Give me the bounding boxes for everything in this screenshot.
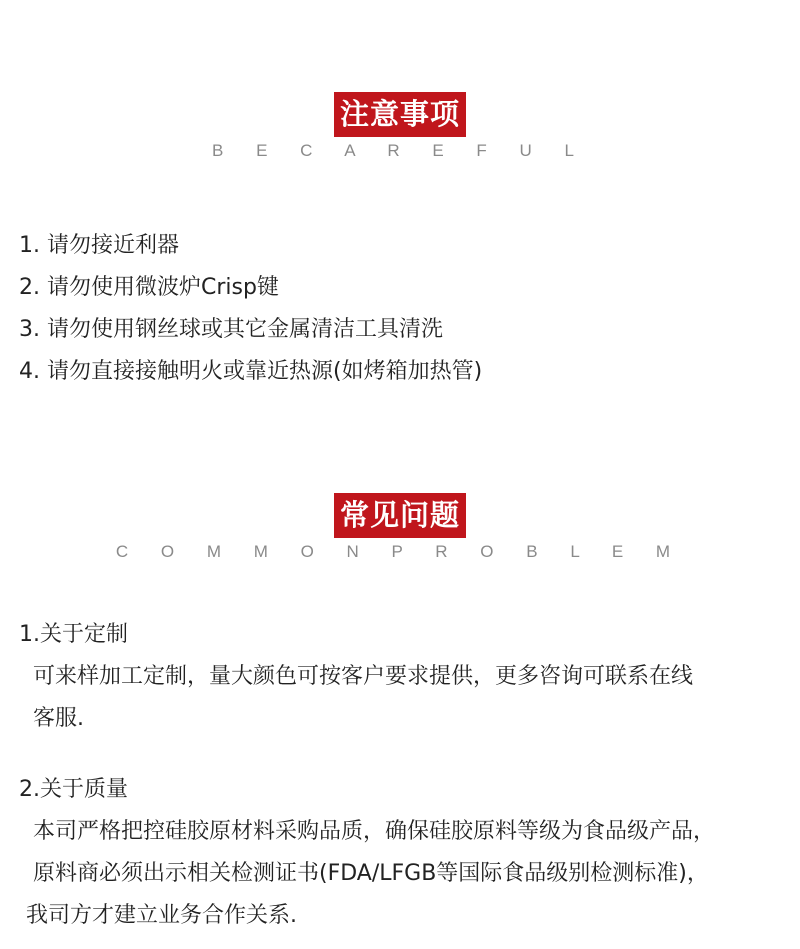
faq-item-quality <box>19 769 789 937</box>
careful-list <box>19 225 482 393</box>
faq-answer-line: 客服. <box>19 706 84 731</box>
faq-answer-line: 原料商必须出示相关检测证书(FDA/LFGB等国际食品级别检测标准)， <box>19 861 709 886</box>
careful-header <box>0 92 800 161</box>
faq-question: 1.关于定制 <box>19 622 128 647</box>
careful-title: 注意事项 <box>334 92 466 137</box>
faq-question: 2.关于质量 <box>19 777 128 802</box>
list-item: 4. 请勿直接接触明火或靠近热源(如烤箱加热管) <box>19 359 483 384</box>
faq-answer-line: 我司方才建立业务合作关系. <box>19 903 297 928</box>
faq-answer-line: 可来样加工定制，量大颜色可按客户要求提供，更多咨询可联系在线 <box>19 664 693 689</box>
faq-header <box>0 493 800 562</box>
careful-subtitle: B E C A R E F U L <box>212 141 588 160</box>
list-item: 2. 请勿使用微波炉Crisp键 <box>19 275 279 300</box>
list-item: 3. 请勿使用钢丝球或其它金属清洁工具清洗 <box>19 317 443 342</box>
faq-answer-line: 本司严格把控硅胶原材料采购品质，确保硅胶原料等级为食品级产品， <box>19 819 715 844</box>
faq-subtitle: C O M M O N P R O B L E M <box>115 542 685 561</box>
list-item: 1. 请勿接近利器 <box>19 233 179 258</box>
faq-title: 常见问题 <box>334 493 466 538</box>
faq-item-customization <box>19 614 789 740</box>
